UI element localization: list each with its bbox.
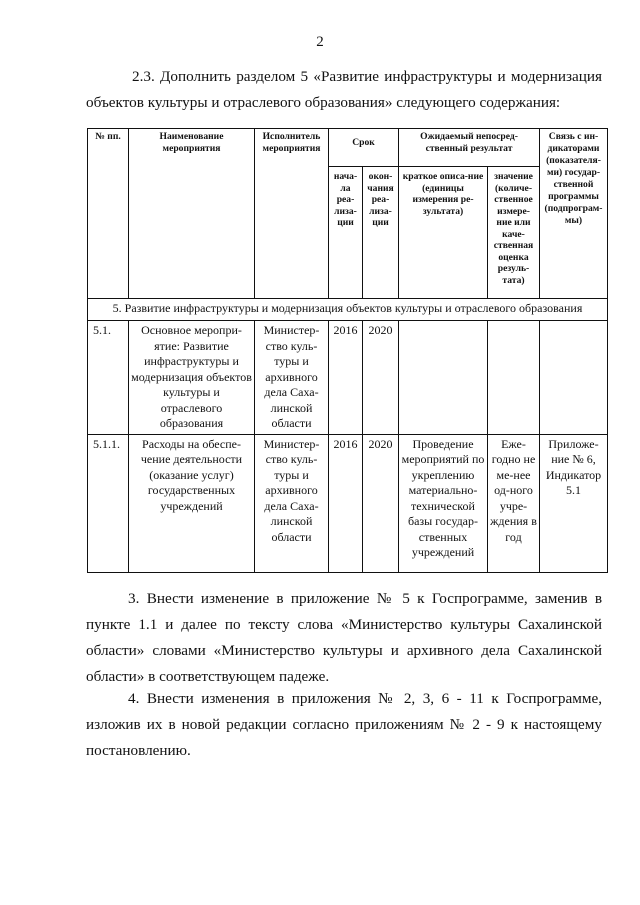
header-term-end: окон-чания реа-лиза-ции: [363, 167, 399, 299]
header-term-start: нача-ла реа-лиза-ции: [329, 167, 363, 299]
header-term: Срок: [329, 129, 399, 167]
row-end: 2020: [363, 434, 399, 572]
header-result-value: значение (количе-ственное измере-ние или каче-ственная оценка резуль-тата): [488, 167, 540, 299]
header-name: Наименование мероприятия: [129, 129, 255, 299]
row-link: Приложе-ние № 6, Индикатор 5.1: [540, 434, 608, 572]
row-end: 2020: [363, 321, 399, 435]
paragraph-3: 3. Внести изменение в приложение № 5 к Госпрограмме, заменив в пункте 1.1 и далее по тексту слова «Министерство культуры Сахалинской области» словами «Министерство культуры и архивного дела Сахалинской области» в соответствующем падеже.: [86, 590, 602, 685]
header-link: Связь с ин-дикаторами (показателя-ми) государ-ственной программы (подпрограм-мы): [540, 129, 608, 299]
activities-table: [87, 128, 608, 573]
section-row: [88, 299, 608, 321]
table-header-row: [88, 129, 608, 167]
header-num: № пп.: [88, 129, 129, 299]
section-title: 5. Развитие инфраструктуры и модернизация объектов культуры и отраслевого образования: [88, 299, 608, 321]
header-executor: Исполнитель мероприятия: [255, 129, 329, 299]
row-executor: Министер-ство куль-туры и архивного дела Саха-линской области: [255, 321, 329, 435]
row-result-value: [488, 321, 540, 435]
row-start: 2016: [329, 321, 363, 435]
table-row: [88, 321, 608, 435]
row-name: Основное меропри-ятие: Развитие инфраструктуры и модернизация объектов культуры и отраслевого образования: [129, 321, 255, 435]
header-result-short: краткое описа-ние (единицы измерения ре-зультата): [399, 167, 488, 299]
row-num: 5.1.: [88, 321, 129, 435]
table-row: [88, 434, 608, 572]
row-executor: Министер-ство куль-туры и архивного дела Саха-линской области: [255, 434, 329, 572]
intro-paragraph: 2.3. Дополнить разделом 5 «Развитие инфраструктуры и модернизация объектов культуры и отраслевого образования» следующего содержания:: [86, 68, 602, 111]
row-result-value: Еже-годно не ме-нее од-ного учре-ждения в год: [488, 434, 540, 572]
row-result-short: [399, 321, 488, 435]
page-number: 2: [316, 34, 324, 50]
header-result: Ожидаемый непосред-ственный результат: [399, 129, 540, 167]
row-name: Расходы на обеспе-чение деятельности (оказание услуг) государственных учреждений: [129, 434, 255, 572]
paragraph-4: 4. Внести изменения в приложения № 2, 3, 6 - 11 к Госпрограмме, изложив их в новой редакции согласно приложениям № 2 - 9 к настоящему постановлению.: [86, 690, 602, 759]
row-link: [540, 321, 608, 435]
row-start: 2016: [329, 434, 363, 572]
row-result-short: Проведение мероприятий по укреплению материально-технической базы государ-ственных учреждений: [399, 434, 488, 572]
row-num: 5.1.1.: [88, 434, 129, 572]
